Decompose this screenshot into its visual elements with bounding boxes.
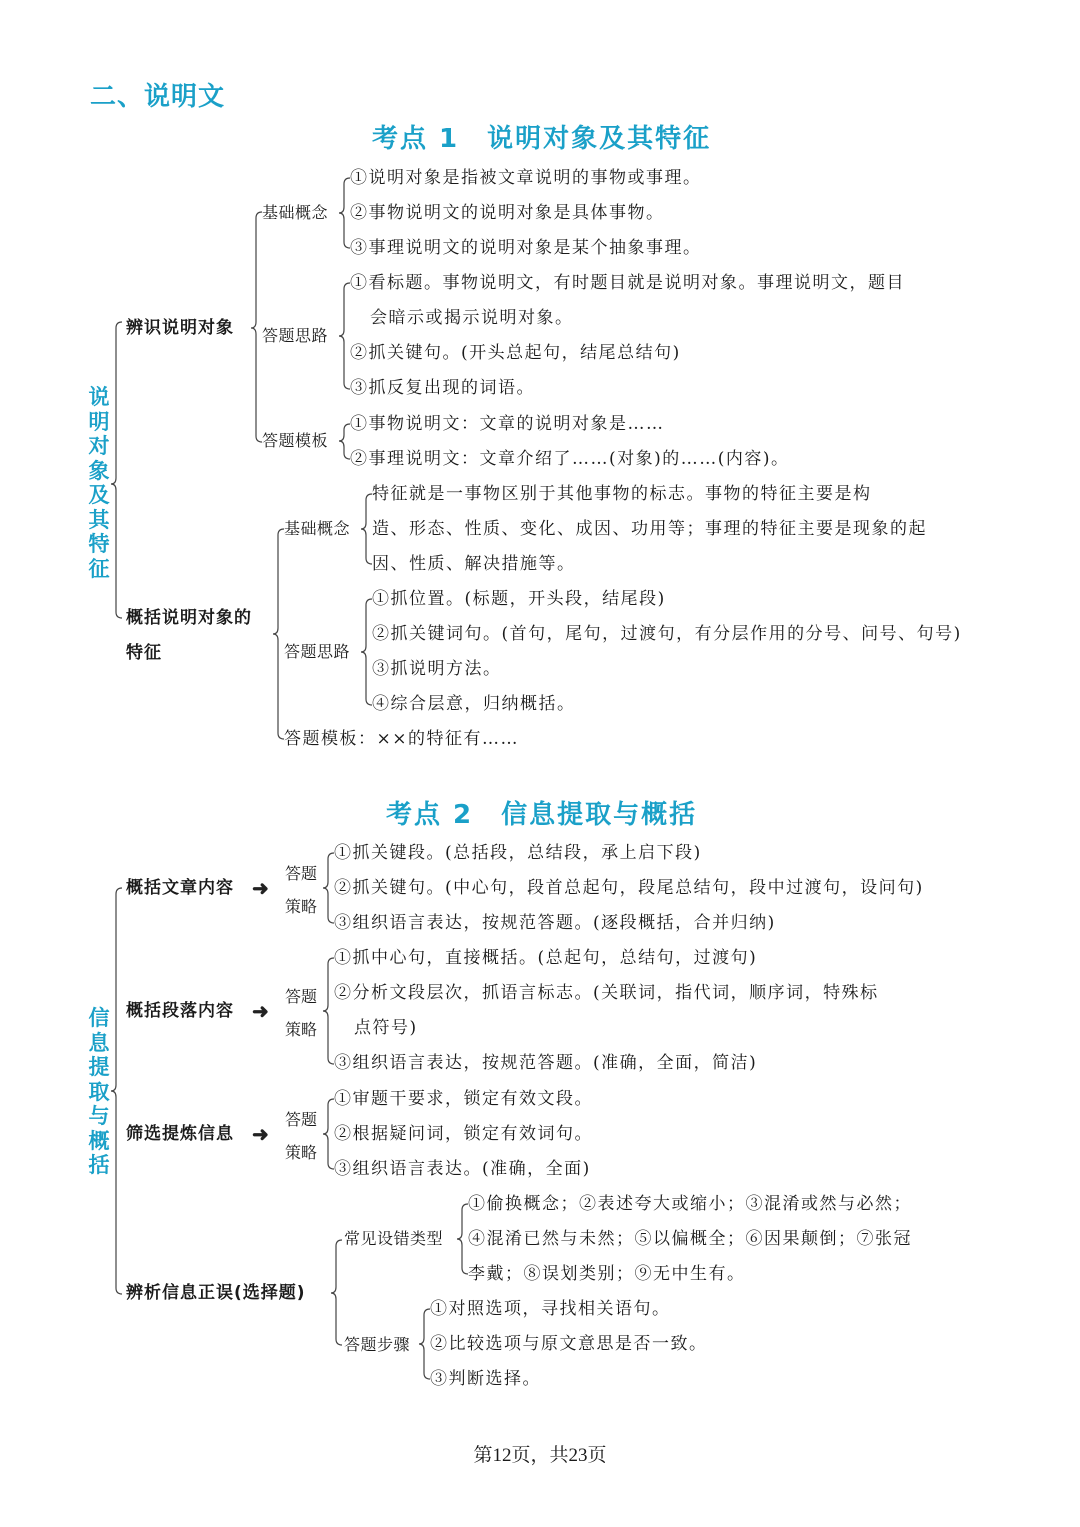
bracket-k2-discern xyxy=(331,1240,342,1345)
arrow-right-icon: ➜ xyxy=(252,999,269,1023)
filter-info-label: 筛选提炼信息 xyxy=(126,1124,234,1144)
filter-item-2: ②根据疑问词，锁定有效词句。 xyxy=(334,1124,593,1144)
paragraph-strategy-label: 答题策略 xyxy=(285,987,318,1039)
feature-basic-label: 基础概念 xyxy=(284,519,351,538)
error-types-line-1: ①偷换概念；②表述夸大或缩小；③混淆或然与必然； xyxy=(468,1194,912,1214)
bracket-k1-identify xyxy=(251,212,262,442)
bracket-k1-identify-approach xyxy=(339,283,350,389)
feature-basic-line-1: 特征就是一事物区别于其他事物的标志。事物的特征主要是构 xyxy=(372,484,872,504)
error-types-line-3: 李戴；⑧误划类别；⑨无中生有。 xyxy=(468,1264,746,1284)
feature-label-line-2: 特征 xyxy=(126,643,162,663)
kaodian2-title: 考点 2 信息提取与概括 xyxy=(386,800,698,830)
feature-approach-item-2: ②抓关键词句。(首句，尾句，过渡句，有分层作用的分号、问号、句号) xyxy=(372,624,962,644)
identify-template-item-2: ②事理说明文：文章介绍了……(对象)的……(内容)。 xyxy=(350,449,790,469)
discern-info-label: 辨析信息正误(选择题) xyxy=(126,1283,306,1303)
answer-step-2: ②比较选项与原文意思是否一致。 xyxy=(430,1334,708,1354)
summarize-article-label: 概括文章内容 xyxy=(126,878,234,898)
identify-approach-item-1a: ①看标题。事物说明文，有时题目就是说明对象。事理说明文，题目 xyxy=(350,273,905,293)
page-number: 第12页，共23页 xyxy=(473,1445,607,1466)
bracket-k1-root xyxy=(111,322,122,618)
bracket-k2-discern-types xyxy=(457,1204,468,1274)
identify-approach-label: 答题思路 xyxy=(262,326,329,345)
identify-template-item-1: ①事物说明文：文章的说明对象是…… xyxy=(350,414,665,434)
bracket-k2-root xyxy=(111,888,122,1294)
kaodian1-title: 考点 1 说明对象及其特征 xyxy=(372,124,712,154)
article-item-1: ①抓关键段。(总括段，总结段，承上启下段) xyxy=(334,843,702,863)
identify-approach-item-1b: 会暗示或揭示说明对象。 xyxy=(370,308,574,328)
paragraph-item-2b: 点符号) xyxy=(354,1018,418,1038)
answer-step-1: ①对照选项，寻找相关语句。 xyxy=(430,1299,671,1319)
feature-approach-item-4: ④综合层意，归纳概括。 xyxy=(372,694,576,714)
feature-approach-label: 答题思路 xyxy=(284,642,351,661)
kaodian1-side-label: 说明对象及其特征 xyxy=(88,385,110,581)
bracket-k2-filter xyxy=(323,1099,334,1169)
filter-item-3: ③组织语言表达。(准确，全面) xyxy=(334,1159,591,1179)
identify-template-label: 答题模板 xyxy=(262,431,329,450)
feature-label-line-1: 概括说明对象的 xyxy=(126,608,252,628)
feature-template-line: 答题模板：××的特征有…… xyxy=(284,729,519,749)
answer-steps-label: 答题步骤 xyxy=(344,1335,411,1354)
kaodian2-side-label: 信息提取与概括 xyxy=(88,1006,110,1177)
filter-item-1: ①审题干要求，锁定有效文段。 xyxy=(334,1089,593,1109)
article-item-3: ③组织语言表达，按规范答题。(逐段概括，合并归纳) xyxy=(334,913,776,933)
identify-basic-item-3: ③事理说明文的说明对象是某个抽象事理。 xyxy=(350,238,702,258)
feature-basic-line-3: 因、性质、解决措施等。 xyxy=(372,554,576,574)
identify-approach-item-3: ③抓反复出现的词语。 xyxy=(350,378,535,398)
bracket-k1-feature-basic xyxy=(361,494,372,564)
answer-step-3: ③判断选择。 xyxy=(430,1369,541,1389)
feature-approach-item-1: ①抓位置。(标题，开头段，结尾段) xyxy=(372,589,666,609)
section-title: 二、说明文 xyxy=(90,82,226,112)
filter-strategy-label: 答题策略 xyxy=(285,1110,318,1162)
identify-basic-item-2: ②事物说明文的说明对象是具体事物。 xyxy=(350,203,665,223)
bracket-k2-paragraph xyxy=(323,958,334,1064)
feature-basic-line-2: 造、形态、性质、变化、成因、功用等；事理的特征主要是现象的起 xyxy=(372,519,927,539)
bracket-k1-feature xyxy=(273,529,284,739)
arrow-right-icon: ➜ xyxy=(252,876,269,900)
bracket-k2-discern-steps xyxy=(419,1309,430,1379)
arrow-right-icon: ➜ xyxy=(252,1122,269,1146)
article-item-2: ②抓关键句。(中心句，段首总起句，段尾总结句，段中过渡句，设问句) xyxy=(334,878,924,898)
bracket-k1-feature-approach xyxy=(361,599,372,705)
summarize-paragraph-label: 概括段落内容 xyxy=(126,1001,234,1021)
identify-object-label: 辨识说明对象 xyxy=(126,318,234,338)
identify-approach-item-2: ②抓关键句。(开头总起句，结尾总结句) xyxy=(350,343,681,363)
error-types-label: 常见设错类型 xyxy=(344,1229,444,1248)
error-types-line-2: ④混淆已然与未然；⑤以偏概全；⑥因果颠倒；⑦张冠 xyxy=(468,1229,912,1249)
paragraph-item-2a: ②分析文段层次，抓语言标志。(关联词，指代词，顺序词，特殊标 xyxy=(334,983,879,1003)
bracket-k1-identify-basic xyxy=(339,178,350,248)
bracket-k2-article xyxy=(323,853,334,923)
identify-basic-item-1: ①说明对象是指被文章说明的事物或事理。 xyxy=(350,168,702,188)
paragraph-item-3: ③组织语言表达，按规范答题。(准确，全面，简洁) xyxy=(334,1053,758,1073)
paragraph-item-1: ①抓中心句，直接概括。(总起句，总结句，过渡句) xyxy=(334,948,758,968)
identify-basic-label: 基础概念 xyxy=(262,203,329,222)
bracket-k1-identify-template xyxy=(339,424,350,459)
article-strategy-label: 答题策略 xyxy=(285,864,318,916)
feature-approach-item-3: ③抓说明方法。 xyxy=(372,659,502,679)
